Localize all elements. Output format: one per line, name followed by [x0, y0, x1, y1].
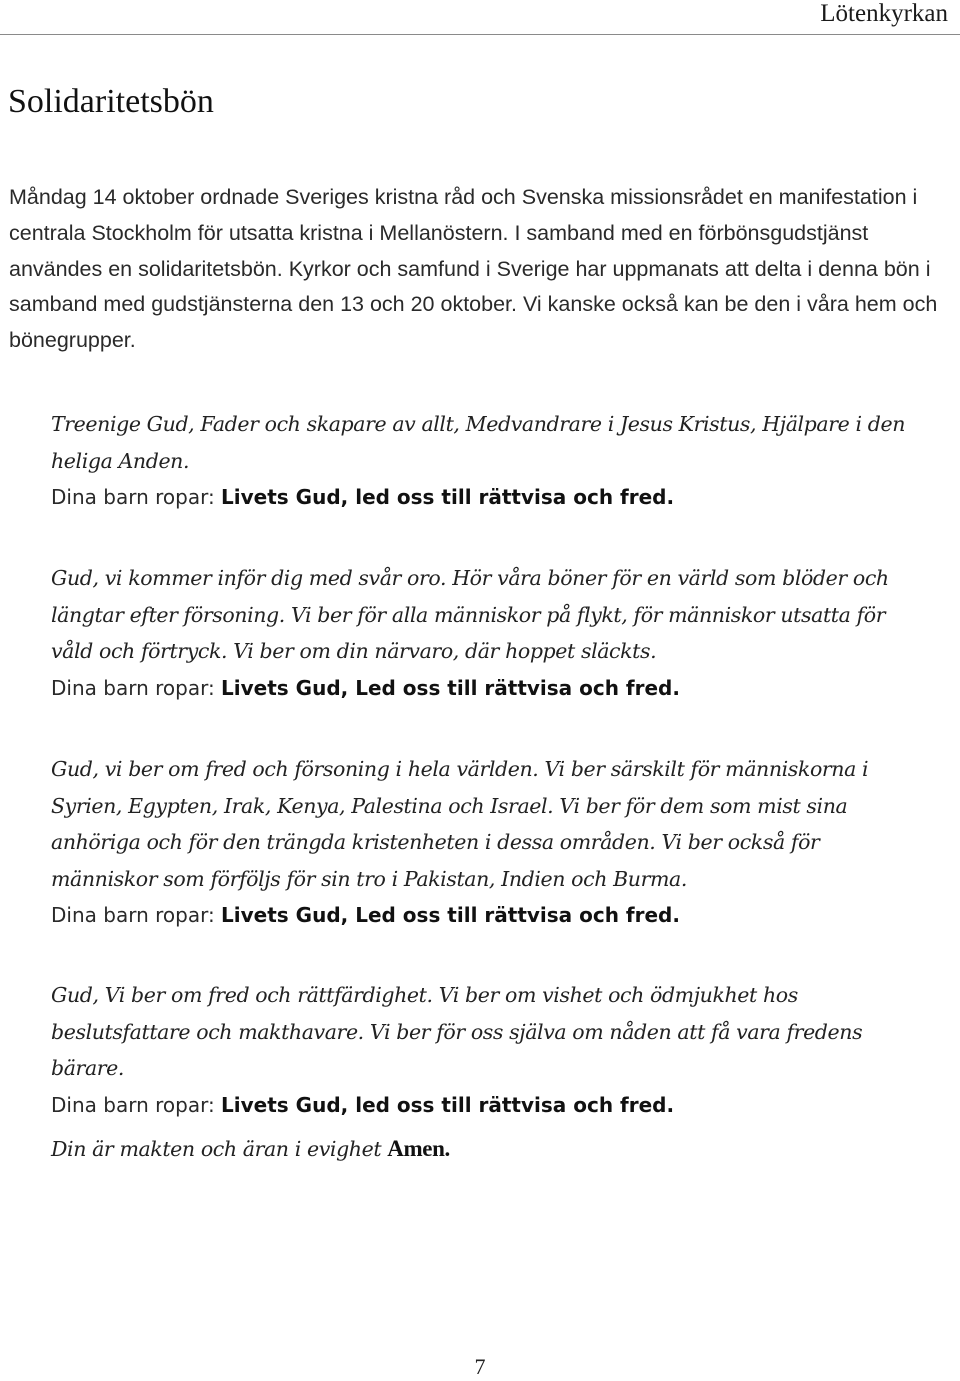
prayer-stanza-2	[51, 560, 931, 706]
response-text: Livets Gud, led oss till rättvisa och fred.	[221, 1092, 675, 1117]
response-text: Livets Gud, Led oss till rättvisa och fred.	[221, 903, 680, 927]
response-label: Dina barn ropar:	[51, 675, 215, 700]
response-text: Livets Gud, Led oss till rättvisa och fred.	[221, 675, 680, 700]
prayer-response	[51, 897, 931, 934]
page-number: 7	[474, 1354, 486, 1379]
response-text: Livets Gud, led oss till rättvisa och fred.	[221, 485, 675, 509]
closing-line	[51, 1131, 931, 1168]
closing-text: Din är makten och äran i evighet	[51, 1137, 382, 1161]
running-header: Lötenkyrkan	[820, 0, 948, 27]
prayer-response	[51, 670, 931, 707]
page-title: Solidaritetsbön	[8, 83, 214, 120]
prayer-stanza-4	[51, 977, 931, 1123]
prayer-text: Gud, Vi ber om fred och rättfärdighet. Vi ber om vishet och ödmjukhet hos beslutsfattare och makthavare. Vi ber för oss själva om nåden att få vara fredens bärare.	[51, 983, 863, 1080]
intro-paragraph: Måndag 14 oktober ordnade Sveriges kristna råd och Svenska missionsrådet en manifestation i centrala Stockholm för utsatta kristna i Mellanöstern. I samband med en förbönsgudstjänst användes en solidaritetsbön. Kyrkor och samfund i Sverige har uppmanats att delta i denna bön i samband med gudstjänsterna den 13 och 20 oktober. Vi kanske också kan be den i våra hem och bönegrupper.	[9, 185, 938, 353]
prayer-response	[51, 1087, 931, 1124]
prayer-response	[51, 479, 931, 516]
prayer-stanza-1	[51, 406, 931, 516]
header-divider	[0, 34, 960, 35]
prayer-text: Gud, vi ber om fred och försoning i hela världen. Vi ber särskilt för människorna i Syrien, Egypten, Irak, Kenya, Palestina och Israel. Vi ber för dem som mist sina anhöriga och för den trängda kristenheten i dessa områden. Vi ber också för människor som förföljs för sin tro i Pakistan, Indien och Burma.	[51, 757, 869, 891]
prayer-text: Gud, vi kommer inför dig med svår oro. Hör våra böner för en värld som blöder och längtar efter försoning. Vi ber för alla människor på flykt, för människor utsatta för våld och förtryck. Vi ber om din närvaro, där hoppet släckts.	[51, 566, 889, 663]
response-label: Dina barn ropar:	[51, 1092, 215, 1117]
amen-text: Amen.	[387, 1136, 450, 1161]
response-label: Dina barn ropar:	[51, 903, 215, 927]
prayer-stanza-3	[51, 751, 931, 934]
response-label: Dina barn ropar:	[51, 485, 215, 509]
prayer-text: Treenige Gud, Fader och skapare av allt, Medvandrare i Jesus Kristus, Hjälpare i den heliga Anden.	[51, 412, 905, 473]
